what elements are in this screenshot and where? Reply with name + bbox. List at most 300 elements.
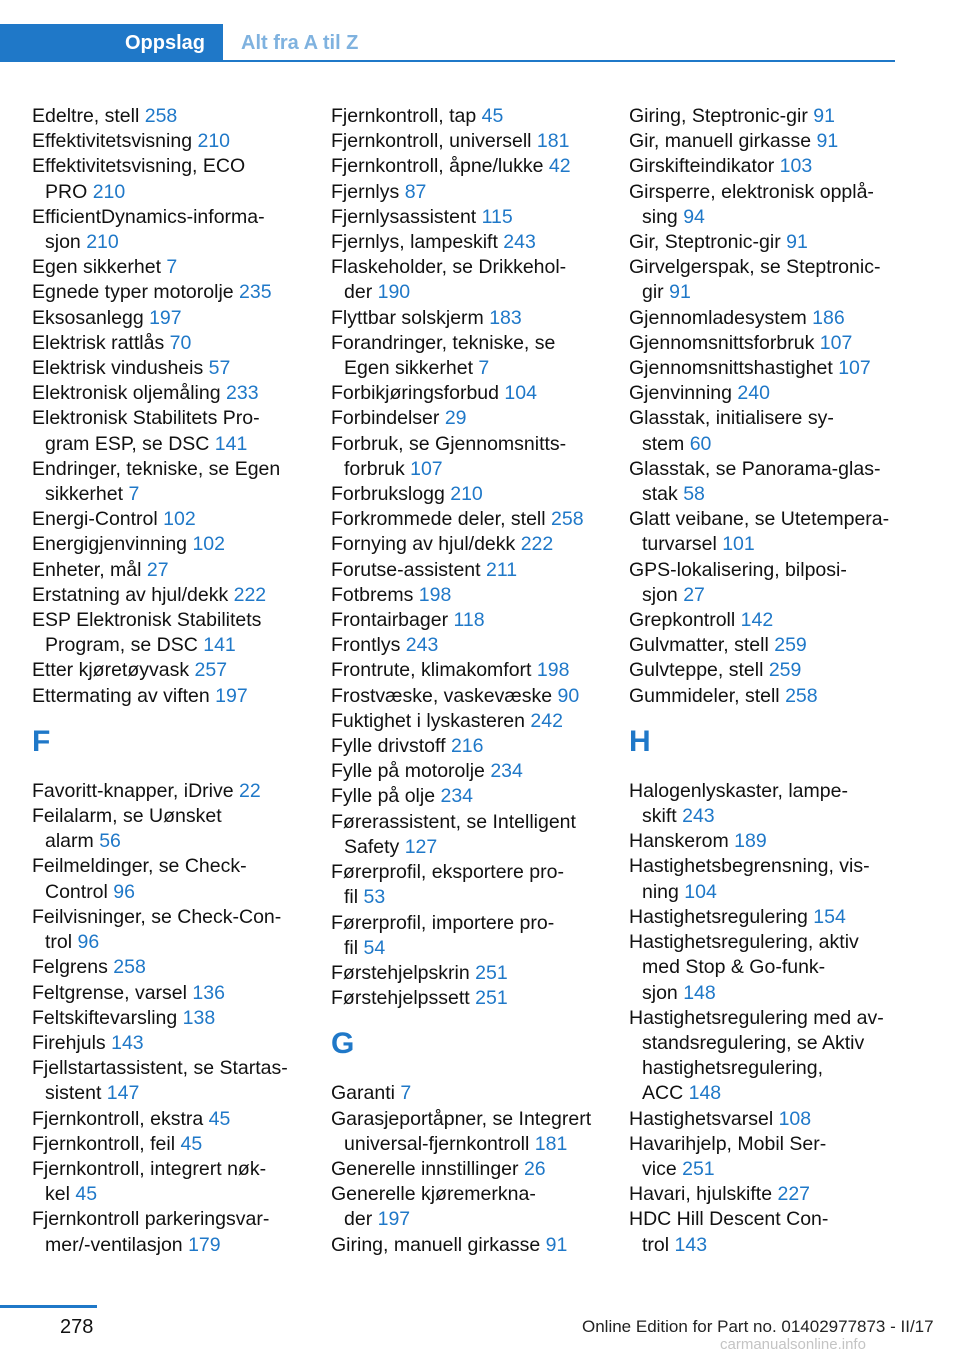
index-entry — [32, 1006, 322, 1031]
index-entry — [331, 1157, 621, 1182]
page-reference-link[interactable]: 148 — [688, 1082, 722, 1105]
page-reference-link[interactable]: 22 — [239, 779, 261, 802]
index-entry-text: Effektivitetsvisning, ECO — [32, 155, 246, 178]
index-entry-text: EfficientDynamics-informa- — [32, 205, 265, 228]
index-entry — [331, 532, 621, 557]
index-entry-text: trol — [642, 1233, 675, 1256]
index-entry — [629, 1233, 929, 1258]
index-entry-text: turvarsel — [642, 533, 723, 556]
page-reference-link[interactable]: 243 — [682, 805, 715, 828]
index-entry — [331, 255, 621, 280]
index-entry-text: Firehjuls — [32, 1031, 112, 1054]
page-reference-link[interactable]: 240 — [737, 382, 770, 405]
index-entry — [629, 180, 929, 205]
index-entry-text: Feilmeldinger, se Check- — [32, 855, 247, 878]
page-reference-link[interactable]: 104 — [684, 880, 717, 903]
index-entry — [32, 1132, 322, 1157]
index-entry-text: Forkrommede deler, stell — [331, 508, 551, 531]
page-reference-link[interactable]: 45 — [180, 1132, 203, 1155]
index-entry-text: Elektrisk rattlås — [32, 331, 170, 354]
page-reference-link[interactable]: 90 — [557, 684, 580, 707]
index-entry — [629, 804, 929, 829]
index-entry-text: Fylle på olje — [331, 785, 441, 808]
index-entry-text: Safety — [344, 835, 405, 858]
index-entry — [629, 104, 929, 129]
watermark: carmanualsonline.info — [720, 1336, 866, 1353]
index-entry-text: Førerprofil, importere pro- — [331, 911, 555, 934]
index-entry-text: Fjernkontroll, universell — [331, 130, 537, 153]
page-reference-link[interactable]: 242 — [530, 709, 563, 732]
index-entry — [629, 905, 929, 930]
index-entry-text: Erstatning av hjul/dekk — [32, 583, 234, 606]
index-entry — [629, 1081, 929, 1106]
page-reference-link[interactable]: 7 — [166, 256, 178, 279]
index-entry — [331, 558, 621, 583]
index-entry-text: Grepkontroll — [629, 609, 741, 632]
index-entry-text: Fjernlys — [331, 180, 405, 203]
page-reference-link[interactable]: 210 — [86, 231, 119, 254]
index-entry-text: Program, se DSC — [45, 634, 204, 657]
index-entry-text: fil — [344, 936, 364, 959]
page-reference-link[interactable]: 181 — [534, 1132, 568, 1155]
index-entry-text: gir — [642, 281, 670, 304]
page-reference-link[interactable]: 103 — [779, 155, 813, 178]
index-entry — [331, 810, 621, 835]
index-entry — [331, 406, 621, 431]
index-entry — [32, 854, 322, 879]
page-reference-link[interactable]: 148 — [683, 981, 716, 1004]
index-entry — [331, 1207, 621, 1232]
index-entry-text: sjon — [642, 981, 684, 1004]
index-entry — [32, 829, 322, 854]
index-entry — [629, 331, 929, 356]
index-entry — [331, 961, 621, 986]
index-entry — [331, 507, 621, 532]
page-reference-link[interactable]: 107 — [410, 457, 443, 480]
index-entry-text: Gummideler, stell — [629, 684, 786, 707]
page-reference-link[interactable]: 91 — [786, 231, 808, 254]
page-reference-link[interactable]: 216 — [450, 735, 484, 758]
index-entry-text: Favoritt-knapper, iDrive — [32, 779, 239, 802]
index-entry — [32, 230, 322, 255]
page-reference-link[interactable]: 27 — [683, 583, 705, 606]
page-reference-link[interactable]: 197 — [215, 684, 248, 707]
page-reference-link[interactable]: 108 — [778, 1107, 812, 1130]
page-reference-link[interactable]: 251 — [475, 987, 508, 1010]
index-entry-text: sjon — [45, 231, 87, 254]
page-reference-link[interactable]: 115 — [481, 205, 513, 228]
index-entry — [629, 1006, 929, 1031]
index-entry-text: Fuktighet i lyskasteren — [331, 709, 531, 732]
index-entry — [331, 230, 621, 255]
index-entry — [629, 482, 929, 507]
index-entry — [331, 280, 621, 305]
index-entry-text: Fjernkontroll, tap — [331, 105, 482, 127]
index-entry — [331, 356, 621, 381]
page-reference-link[interactable]: 179 — [188, 1233, 221, 1256]
page-reference-link[interactable]: 258 — [144, 105, 178, 127]
index-entry-text: Hastighetsregulering, aktiv — [629, 931, 859, 954]
index-entry-text: Fjernkontroll parkeringsvar- — [32, 1208, 270, 1231]
index-entry — [331, 1132, 621, 1157]
page-reference-link[interactable]: 243 — [405, 634, 439, 657]
page-reference-link[interactable]: 87 — [404, 180, 427, 203]
page-reference-link[interactable]: 235 — [239, 281, 272, 304]
page-reference-link[interactable]: 141 — [214, 432, 248, 455]
index-entry-text: Glasstak, se Panorama-glas- — [629, 457, 881, 480]
page-reference-link[interactable]: 259 — [774, 634, 807, 657]
page-reference-link[interactable]: 257 — [194, 659, 228, 682]
index-entry — [629, 854, 929, 879]
page-reference-link[interactable]: 210 — [92, 180, 126, 203]
page-reference-link[interactable]: 96 — [77, 931, 100, 954]
index-entry-text: Forandringer, tekniske, se — [331, 331, 556, 354]
index-entry — [32, 1107, 322, 1132]
index-entry — [629, 532, 929, 557]
index-letter-heading: H — [629, 724, 651, 758]
index-entry-text: stak — [642, 483, 684, 506]
page-reference-link[interactable]: 233 — [226, 382, 259, 405]
index-entry — [32, 255, 322, 280]
page-reference-link[interactable]: 251 — [475, 961, 508, 984]
index-entry — [331, 911, 621, 936]
index-entry — [32, 280, 322, 305]
index-entry — [629, 583, 929, 608]
index-entry — [32, 930, 322, 955]
index-entry-text: Gjennomladesystem — [629, 306, 813, 329]
index-entry-text: gram ESP, se DSC — [45, 432, 215, 455]
index-entry-text: HDC Hill Descent Con- — [629, 1208, 829, 1231]
page-reference-link[interactable]: 58 — [683, 483, 705, 506]
index-entry-text: Fjernkontroll, åpne/lukke — [331, 155, 549, 178]
index-entry — [629, 558, 929, 583]
index-entry-text: Control — [45, 880, 114, 903]
index-entry — [629, 608, 929, 633]
index-entry-text: Etter kjøretøyvask — [32, 659, 195, 682]
index-entry-text: Girskifteindikator — [629, 155, 780, 178]
page-reference-link[interactable]: 141 — [203, 634, 236, 657]
index-entry-text: mer/-ventilasjon — [45, 1233, 189, 1256]
index-entry — [32, 482, 322, 507]
page-reference-link[interactable]: 42 — [548, 155, 571, 178]
index-entry-text: Egen sikkerhet — [32, 256, 167, 279]
index-entry — [32, 154, 322, 179]
page-reference-link[interactable]: 96 — [113, 880, 135, 903]
index-entry — [331, 709, 621, 734]
index-entry-text: Hastighetsregulering med av- — [629, 1006, 884, 1029]
index-entry — [629, 829, 929, 854]
index-entry-text: Hastighetsregulering — [629, 905, 814, 928]
tab-oppslag[interactable]: Oppslag — [0, 24, 223, 62]
index-entry-text: GPS-lokalisering, bilposi- — [629, 558, 847, 581]
page-reference-link[interactable]: 143 — [111, 1031, 144, 1054]
index-entry-text: Egen sikkerhet — [344, 357, 479, 380]
page-number: 278 — [60, 1316, 94, 1338]
index-entry-text: Førerassistent, se Intelligent — [331, 810, 576, 833]
page-reference-link[interactable]: 143 — [674, 1233, 708, 1256]
page-reference-link[interactable]: 210 — [450, 483, 483, 506]
index-entry-text: Havarihjelp, Mobil Ser- — [629, 1132, 827, 1155]
index-entry-text: Fylle på motorolje — [331, 760, 491, 783]
page-reference-link[interactable]: 183 — [489, 306, 522, 329]
page-reference-link[interactable]: 222 — [520, 533, 554, 556]
page-reference-link[interactable]: 186 — [812, 306, 845, 329]
index-entry — [331, 658, 621, 683]
page-reference-link[interactable]: 45 — [208, 1107, 231, 1130]
index-entry — [629, 1157, 929, 1182]
index-entry-text: Feilvisninger, se Check-Con- — [32, 905, 282, 928]
index-entry-text: universal-fjernkontroll — [344, 1132, 535, 1155]
index-entry-text: Ettermating av viften — [32, 684, 216, 707]
index-entry — [32, 331, 322, 356]
page-reference-link[interactable]: 101 — [722, 533, 755, 556]
page-reference-link[interactable]: 7 — [478, 357, 490, 380]
index-entry-text: Gir, manuell girkasse — [629, 130, 817, 153]
index-entry-text: Frostvæske, vaskevæske — [331, 684, 558, 707]
index-entry-text: Halogenlyskaster, lampe- — [629, 779, 848, 802]
index-entry — [32, 905, 322, 930]
index-entry-text: Effektivitetsvisning — [32, 130, 198, 153]
page-reference-link[interactable]: 91 — [816, 130, 839, 153]
index-entry — [32, 432, 322, 457]
index-entry-text: Elektronisk oljemåling — [32, 382, 227, 405]
index-entry — [331, 885, 621, 910]
page-reference-link[interactable]: 227 — [777, 1183, 811, 1206]
index-entry — [629, 406, 929, 431]
index-column-1 — [32, 104, 322, 1258]
page-reference-link[interactable]: 251 — [682, 1157, 715, 1180]
index-entry-text: standsregulering, se Aktiv — [642, 1031, 865, 1054]
index-entry — [32, 684, 322, 709]
index-entry — [32, 1182, 322, 1207]
page-reference-link[interactable]: 45 — [75, 1183, 98, 1206]
index-entry — [331, 1182, 621, 1207]
page-reference-link[interactable]: 222 — [233, 583, 267, 606]
index-entry — [629, 306, 929, 331]
index-entry — [331, 583, 621, 608]
index-entry — [32, 1157, 322, 1182]
page-reference-link[interactable]: 91 — [813, 105, 835, 127]
index-entry-text: Enheter, mål — [32, 558, 147, 581]
index-entry — [331, 432, 621, 457]
index-entry — [629, 684, 929, 709]
index-entry-text: PRO — [45, 180, 93, 203]
page-reference-link[interactable]: 198 — [536, 659, 570, 682]
index-entry-text: trol — [45, 931, 78, 954]
index-entry-text: Fornying av hjul/dekk — [331, 533, 521, 556]
page-reference-link[interactable]: 210 — [197, 130, 231, 153]
index-entry — [32, 381, 322, 406]
index-entry — [32, 880, 322, 905]
page-reference-link[interactable]: 91 — [669, 281, 691, 304]
page-reference-link[interactable]: 243 — [503, 231, 536, 254]
index-entry-text: Fjellstartassistent, se Startas- — [32, 1057, 288, 1080]
index-entry-text: Gulvteppe, stell — [629, 659, 769, 682]
page-reference-link[interactable]: 102 — [163, 508, 196, 531]
index-letter-heading: G — [331, 1027, 355, 1061]
index-entry — [32, 532, 322, 557]
index-entry-text: Giring, Steptronic-gir — [629, 105, 814, 127]
index-entry-text: Felgrens — [32, 956, 114, 979]
index-entry-text: Edeltre, stell — [32, 105, 145, 127]
index-entry — [331, 1107, 621, 1132]
index-entry-text: der — [344, 1208, 378, 1231]
page-reference-link[interactable]: 107 — [838, 357, 871, 380]
index-entry — [32, 507, 322, 532]
index-entry — [629, 880, 929, 905]
index-entry — [32, 205, 322, 230]
index-entry — [331, 180, 621, 205]
index-entry — [331, 482, 621, 507]
index-entry-text: Fjernlysassistent — [331, 205, 482, 228]
tab-alt-fra-a-til-z[interactable]: Alt fra A til Z — [241, 32, 359, 54]
page-reference-link[interactable]: 154 — [813, 905, 846, 928]
page-reference-link[interactable]: 258 — [113, 956, 146, 979]
index-entry-text: Glasstak, initialisere sy- — [629, 407, 834, 430]
page-reference-link[interactable]: 27 — [146, 558, 169, 581]
page-reference-link[interactable]: 26 — [523, 1157, 546, 1180]
page-reference-link[interactable]: 197 — [377, 1208, 411, 1231]
index-entry — [331, 306, 621, 331]
page-reference-link[interactable]: 57 — [208, 357, 231, 380]
index-entry-text: Førstehjelpssett — [331, 987, 476, 1010]
index-entry — [331, 1081, 621, 1106]
index-entry-text: Flaskeholder, se Drikkehol- — [331, 256, 567, 279]
index-entry — [32, 981, 322, 1006]
index-entry — [629, 1132, 929, 1157]
page-reference-link[interactable]: 142 — [740, 609, 774, 632]
page-reference-link[interactable]: 7 — [400, 1082, 412, 1105]
index-entry-text: Frontairbager — [331, 609, 454, 632]
page-reference-link[interactable]: 189 — [734, 830, 767, 853]
index-entry — [629, 381, 929, 406]
index-entry — [629, 356, 929, 381]
index-entry-text: Giring, manuell girkasse — [331, 1233, 546, 1256]
index-entry — [331, 784, 621, 809]
index-entry — [629, 1182, 929, 1207]
index-entry — [629, 154, 929, 179]
index-entry — [331, 835, 621, 860]
page-reference-link[interactable]: 107 — [819, 331, 853, 354]
page-reference-link[interactable]: 190 — [377, 281, 411, 304]
index-entry-text: sistent — [45, 1082, 107, 1105]
page-reference-link[interactable]: 118 — [453, 609, 485, 632]
index-entry-text: Generelle kjøremerkna- — [331, 1183, 536, 1206]
index-entry-text: Girsperre, elektronisk opplå- — [629, 180, 874, 203]
index-entry-text: Gjenvinning — [629, 382, 738, 405]
index-entry — [629, 507, 929, 532]
index-entry-text: Feilalarm, se Uønsket — [32, 805, 222, 828]
index-entry — [629, 981, 929, 1006]
page-reference-link[interactable]: 102 — [192, 533, 225, 556]
page-reference-link[interactable]: 147 — [106, 1082, 140, 1105]
index-entry — [32, 633, 322, 658]
index-entry — [331, 860, 621, 885]
index-entry-text: Forbrukslogg — [331, 483, 451, 506]
page-reference-link[interactable]: 197 — [149, 306, 182, 329]
page-reference-link[interactable]: 94 — [683, 205, 705, 228]
index-entry-text: Girvelgerspak, se Steptronic- — [629, 256, 881, 279]
index-entry — [32, 558, 322, 583]
index-entry-text: Generelle innstillinger — [331, 1157, 524, 1180]
page-reference-link[interactable]: 70 — [169, 331, 192, 354]
index-entry — [629, 1207, 929, 1232]
index-entry — [331, 154, 621, 179]
index-entry-text: Feltskiftevarsling — [32, 1006, 183, 1029]
page-reference-link[interactable]: 7 — [128, 483, 140, 506]
page-reference-link[interactable]: 104 — [504, 382, 537, 405]
page-reference-link[interactable]: 138 — [182, 1006, 216, 1029]
index-entry-text: Fjernkontroll, integrert nøk- — [32, 1157, 267, 1180]
index-entry-text: Elektronisk Stabilitets Pro- — [32, 407, 260, 430]
index-entry-text: hastighetsregulering, — [642, 1057, 824, 1080]
index-entry — [331, 734, 621, 759]
page-reference-link[interactable]: 54 — [363, 936, 386, 959]
index-entry — [331, 633, 621, 658]
index-entry-text: Glatt veibane, se Utetempera- — [629, 508, 890, 531]
index-entry — [629, 255, 929, 280]
index-entry-text: ACC — [642, 1082, 689, 1105]
index-entry-text: Flyttbar solskjerm — [331, 306, 490, 329]
page-reference-link[interactable]: 136 — [192, 981, 225, 1004]
page-reference-link[interactable]: 258 — [551, 508, 584, 531]
page-reference-link[interactable]: 234 — [440, 785, 474, 808]
page-reference-link[interactable]: 258 — [785, 684, 818, 707]
index-entry — [32, 1081, 322, 1106]
page-reference-link[interactable]: 198 — [418, 583, 452, 606]
index-entry — [629, 955, 929, 980]
index-entry-text: Energigjenvinning — [32, 533, 193, 556]
index-entry-text: sjon — [642, 583, 684, 606]
index-entry-text: vice — [642, 1157, 683, 1180]
index-entry — [629, 1031, 929, 1056]
footer-rule — [0, 1305, 97, 1308]
index-entry — [629, 205, 929, 230]
page-reference-link[interactable]: 56 — [99, 830, 121, 853]
page-reference-link[interactable]: 211 — [485, 558, 518, 581]
page-reference-link[interactable]: 45 — [481, 105, 504, 127]
index-entry — [629, 129, 929, 154]
index-entry — [629, 1056, 929, 1081]
index-entry-text: skift — [642, 805, 683, 828]
page-reference-link[interactable]: 60 — [689, 432, 712, 455]
index-entry-text: der — [344, 281, 378, 304]
index-entry — [629, 930, 929, 955]
index-entry-text: Garasjeportåpner, se Integrert — [331, 1107, 592, 1130]
index-entry — [32, 1056, 322, 1081]
page-reference-link[interactable]: 181 — [536, 130, 570, 153]
page-reference-link[interactable]: 234 — [490, 760, 523, 783]
index-letter-heading: F — [32, 724, 51, 758]
page-reference-link[interactable]: 127 — [404, 835, 438, 858]
index-entry-text: Hastighetsvarsel — [629, 1107, 779, 1130]
index-entry-text: alarm — [45, 830, 100, 853]
index-entry — [331, 759, 621, 784]
page-reference-link[interactable]: 29 — [444, 407, 467, 430]
index-entry — [32, 1233, 322, 1258]
index-entry-text: Egnede typer motorolje — [32, 281, 240, 304]
page-reference-link[interactable]: 53 — [363, 886, 386, 909]
index-entry-text: Førerprofil, eksportere pro- — [331, 861, 564, 884]
index-entry — [32, 779, 322, 804]
index-entry — [32, 356, 322, 381]
index-entry-text: Feltgrense, varsel — [32, 981, 193, 1004]
page-reference-link[interactable]: 259 — [768, 659, 802, 682]
index-entry — [331, 129, 621, 154]
index-column-2 — [331, 104, 621, 1258]
index-entry — [331, 104, 621, 129]
page-reference-link[interactable]: 91 — [545, 1233, 568, 1256]
